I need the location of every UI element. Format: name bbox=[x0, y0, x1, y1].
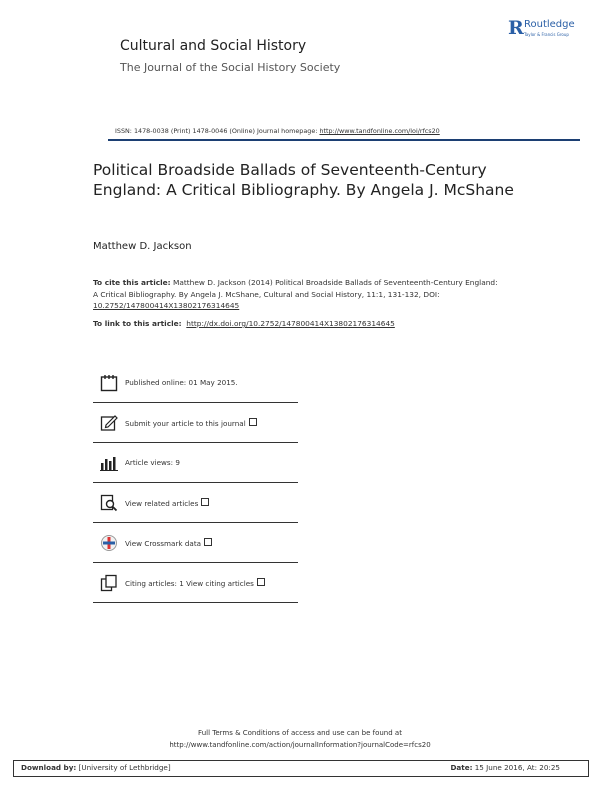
terms-text: Full Terms & Conditions of access and use can be found at bbox=[198, 729, 402, 737]
journal-homepage-link[interactable]: http://www.tandfonline.com/loi/rfcs20 bbox=[319, 127, 440, 135]
citing-articles-link[interactable] bbox=[125, 578, 265, 588]
submit-article-link[interactable] bbox=[125, 418, 257, 428]
link-label: To link to this article: bbox=[93, 319, 182, 328]
related-row[interactable] bbox=[93, 482, 298, 523]
article-link-line bbox=[93, 319, 513, 328]
external-link-icon bbox=[257, 578, 265, 586]
download-institution: [University of Lethbridge] bbox=[76, 763, 171, 772]
views-row bbox=[93, 442, 298, 483]
external-link-icon bbox=[201, 498, 209, 506]
calendar-icon bbox=[100, 374, 118, 392]
submit-text: Submit your article to this journal bbox=[125, 419, 246, 428]
header-rule bbox=[108, 139, 580, 141]
date-label: Date: bbox=[450, 763, 473, 772]
download-label: Download by: bbox=[21, 763, 77, 772]
terms-url-link[interactable]: http://www.tandfonline.com/action/journalInformation?journalCode=rfcs20 bbox=[169, 741, 431, 749]
crossmark-text: View Crossmark data bbox=[125, 539, 202, 548]
related-text: View related articles bbox=[125, 499, 199, 508]
doi-link[interactable]: 10.2752/147800414X13802176314645 bbox=[93, 301, 240, 310]
article-title: Political Broadside Ballads of Seventeenth-Century England: A Critical Bibliography. By Angela J. McShane bbox=[93, 161, 514, 199]
article-author: Matthew D. Jackson bbox=[93, 241, 192, 252]
footer-terms bbox=[0, 727, 600, 751]
article-url-link[interactable]: http://dx.doi.org/10.2752/147800414X13802176314645 bbox=[186, 319, 395, 328]
date-value: 15 June 2016, At: 20:25 bbox=[472, 763, 560, 772]
submit-row[interactable] bbox=[93, 402, 298, 443]
views-text: Article views: 9 bbox=[125, 458, 180, 467]
download-bar bbox=[13, 760, 589, 777]
citing-text: Citing articles: 1 View citing articles bbox=[125, 579, 254, 588]
issn-line bbox=[115, 127, 440, 135]
citing-articles-icon bbox=[100, 574, 118, 592]
publisher-name: Routledge bbox=[524, 19, 575, 30]
issn-text: ISSN: 1478-0038 (Print) 1478-0046 (Online) Journal homepage: bbox=[115, 127, 320, 135]
crossmark-link[interactable] bbox=[125, 538, 212, 548]
citation-label: To cite this article: bbox=[93, 278, 171, 287]
external-link-icon bbox=[204, 538, 212, 546]
journal-title: Cultural and Social History bbox=[120, 38, 307, 54]
citation-block bbox=[93, 277, 503, 312]
related-articles-icon bbox=[100, 494, 118, 512]
download-date bbox=[450, 763, 560, 772]
citing-row[interactable] bbox=[93, 562, 298, 603]
routledge-logo-mark: R bbox=[508, 17, 524, 39]
crossmark-icon bbox=[100, 534, 118, 552]
crossmark-row[interactable] bbox=[93, 522, 298, 563]
pencil-icon bbox=[100, 414, 118, 432]
citation-text: Matthew D. Jackson (2014) Political Broadside Ballads of Seventeenth-Century England: A Critical Bibliography. By Angela J. McShane, Cultural and Social History, 11:1, 131-132, DOI: bbox=[93, 278, 498, 299]
published-text: Published online: 01 May 2015. bbox=[125, 378, 238, 387]
downloaded-by bbox=[21, 763, 171, 772]
published-row bbox=[93, 362, 298, 403]
bar-chart-icon bbox=[100, 454, 118, 472]
related-articles-link[interactable] bbox=[125, 498, 209, 508]
routledge-logo[interactable] bbox=[508, 18, 586, 40]
publisher-tagline: Taylor & Francis Group bbox=[524, 32, 569, 37]
journal-subtitle: The Journal of the Social History Society bbox=[120, 61, 341, 74]
external-link-icon bbox=[249, 418, 257, 426]
